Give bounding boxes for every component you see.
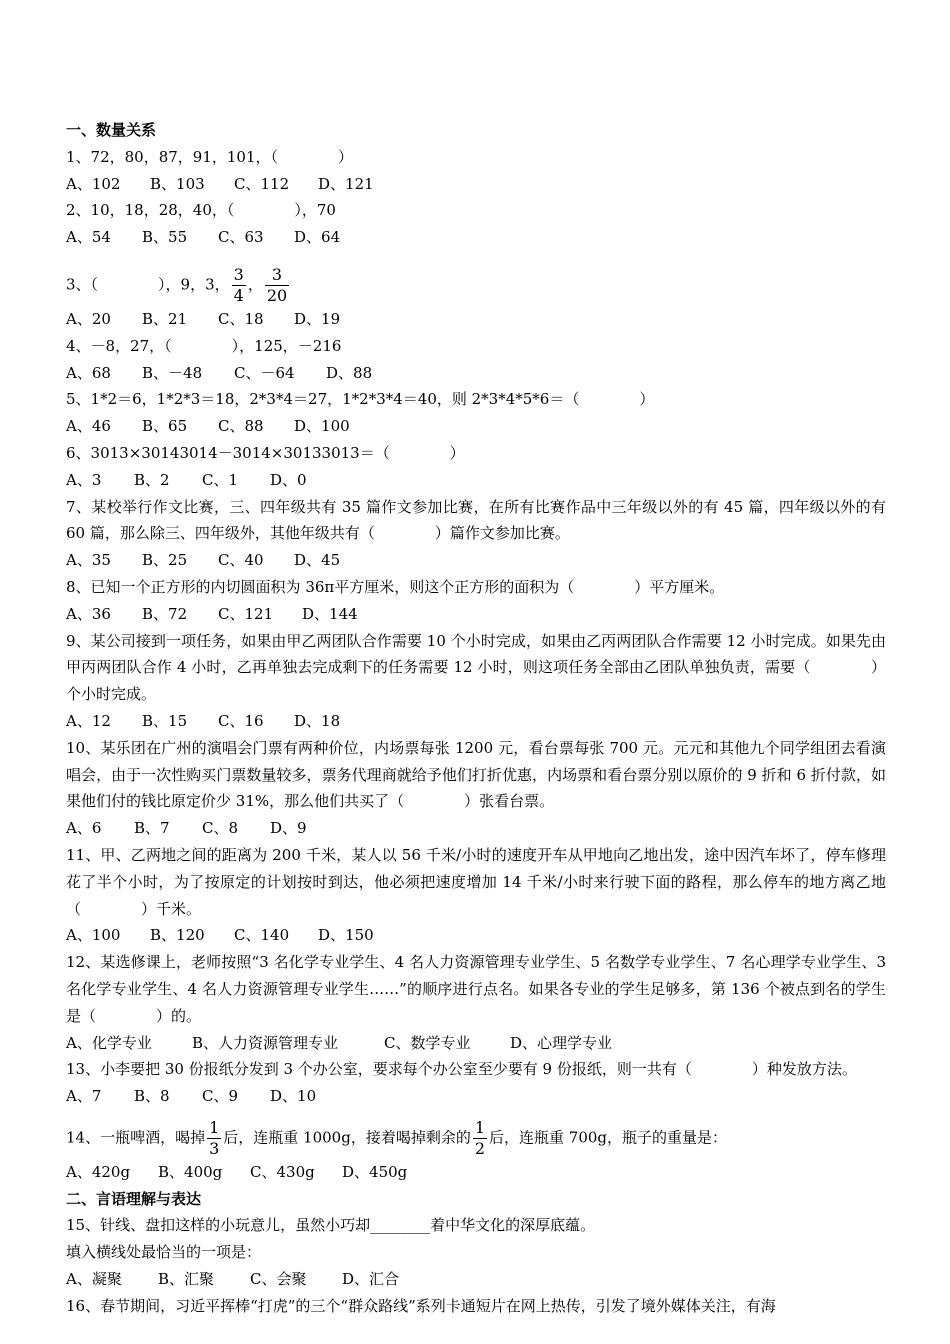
question-4: 4、－8，27，（ ），125，－216 — [66, 336, 342, 355]
question-12: 12、某选修课上，老师按照“3 名化学专业学生、4 名人力资源管理专业学生、5 名数学专业学生、7 名心理学专业学生、3 名化学专业学生、4 名人力资源管理专业学生……”的顺序进行点名。如果各专业的学生足够多，第 136 个被点到名的学生是（ ）的。 — [66, 953, 886, 1025]
question-14-options: A、420g B、400g C、430g D、450g — [66, 1162, 408, 1181]
question-11-options: A、100 B、120 C、140 D、150 — [66, 926, 374, 945]
fraction-three-twentieths: $\frac{3}{20}$ — [266, 264, 288, 305]
fraction-one-half: $\frac{1}{2}$ — [474, 1117, 486, 1158]
question-10: 10、某乐团在广州的演唱会门票有两种价位，内场票每张 1200 元，看台票每张 700 元。元元和其他九个同学组团去看演唱会，由于一次性购买门票数量较多，票务代理商就给予他们打折优惠，内场票和看台票分别以原价的 9 折和 6 折付款，如果他们付的钱比原定价少 31%，那么他们共买了（ ）张看台票。 — [66, 738, 886, 811]
question-8-options: A、36 B、72 C、121 D、144 — [66, 604, 358, 623]
fraction-three-quarters: $\frac{3}{4}$ — [233, 264, 244, 305]
question-7-options: A、35 B、25 C、40 D、45 — [66, 551, 341, 570]
question-12-options: A、化学专业 B、人力资源管理专业 C、数学专业 D、心理学专业 — [66, 1033, 613, 1052]
question-13-options: A、7 B、8 C、9 D、10 — [66, 1087, 317, 1106]
section-heading-verbal: 二、言语理解与表达 — [66, 1189, 202, 1208]
question-6-options: A、3 B、2 C、1 D、0 — [66, 470, 307, 489]
question-5: 5、1*2＝6，1*2*3＝18，2*3*4＝27，1*2*3*4＝40，则 2*3*4*5*6＝（ ） — [66, 390, 655, 409]
question-15-instruction: 填入横线处最恰当的一项是： — [66, 1243, 262, 1262]
question-3-options: A、20 B、21 C、18 D、19 — [66, 309, 341, 328]
question-11: 11、甲、乙两地之间的距离为 200 千米，某人以 56 千米/小时的速度开车从甲地向乙地出发，途中因汽车坏了，停车修理花了半个小时，为了按原定的计划按时到达，他必须把速度增加 14 千米/小时来行驶下面的路程，那么停车的地方离乙地（ ）千米。 — [66, 845, 886, 918]
section-heading-quantitative: 一、数量关系 — [66, 121, 157, 139]
question-13: 13、小李要把 30 份报纸分发到 3 个办公室，要求每个办公室至少要有 9 份报纸，则一共有（ ）种发放方法。 — [66, 1060, 857, 1079]
fraction-one-third: $\frac{1}{3}$ — [209, 1117, 220, 1158]
question-9: 9、某公司接到一项任务，如果由甲乙两团队合作需要 10 个小时完成，如果由乙丙两团队合作需要 12 小时完成。如果先由甲丙两团队合作 4 小时，乙再单独去完成剩下的任务需要 12 小时，则这项任务全部由乙团队单独负责，需要（ ）个小时完成。 — [66, 631, 886, 704]
document-page — [66, 117, 886, 1320]
question-14: 14、一瓶啤酒，喝掉 $\frac{1}{3}$ 后，连瓶重 1000g，接着喝掉剩余的 $\frac{1}{2}$ 后，连瓶重 700g，瓶子的重量是： — [66, 1117, 728, 1158]
question-8: 8、已知一个正方形的内切圆面积为 36π平方厘米，则这个正方形的面积为（ ）平方厘米。 — [66, 577, 725, 596]
question-1-options: A、102 B、103 C、112 D、121 — [66, 174, 374, 193]
question-9-options: A、12 B、15 C、16 D、18 — [66, 711, 341, 730]
question-15-options: A、凝聚 B、汇聚 C、会聚 D、汇合 — [66, 1270, 400, 1289]
question-4-options: A、68 B、－48 C、－64 D、88 — [66, 363, 373, 382]
question-5-options: A、46 B、65 C、88 D、100 — [66, 417, 350, 436]
question-6: 6、3013×30143014－3014×30133013＝（ ） — [66, 443, 465, 462]
question-15: 15、针线、盘扣这样的小玩意儿，虽然小巧却________着中华文化的深厚底蕴。 — [66, 1216, 596, 1235]
question-2: 2、10，18，28，40，（ ），70 — [66, 201, 336, 220]
question-3: 3、（ ），9，3， $\frac{3}{4}$ ， $\frac{3}{20}$ — [66, 264, 288, 305]
question-1: 1、72，80，87，91，101，（ ） — [66, 147, 354, 166]
question-16: 16、春节期间，习近平挥棒“打虎”的三个“群众路线”系列卡通短片在网上热传，引发了境外媒体关注，有海 — [66, 1296, 776, 1315]
question-7: 7、某校举行作文比赛，三、四年级共有 35 篇作文参加比赛，在所有比赛作品中三年级以外的有 45 篇，四年级以外的有 60 篇，那么除三、四年级外，其他年级共有（ ）篇作文参加比赛。 — [66, 497, 886, 543]
question-2-options: A、54 B、55 C、63 D、64 — [66, 228, 341, 247]
question-10-options: A、6 B、7 C、8 D、9 — [66, 819, 307, 838]
